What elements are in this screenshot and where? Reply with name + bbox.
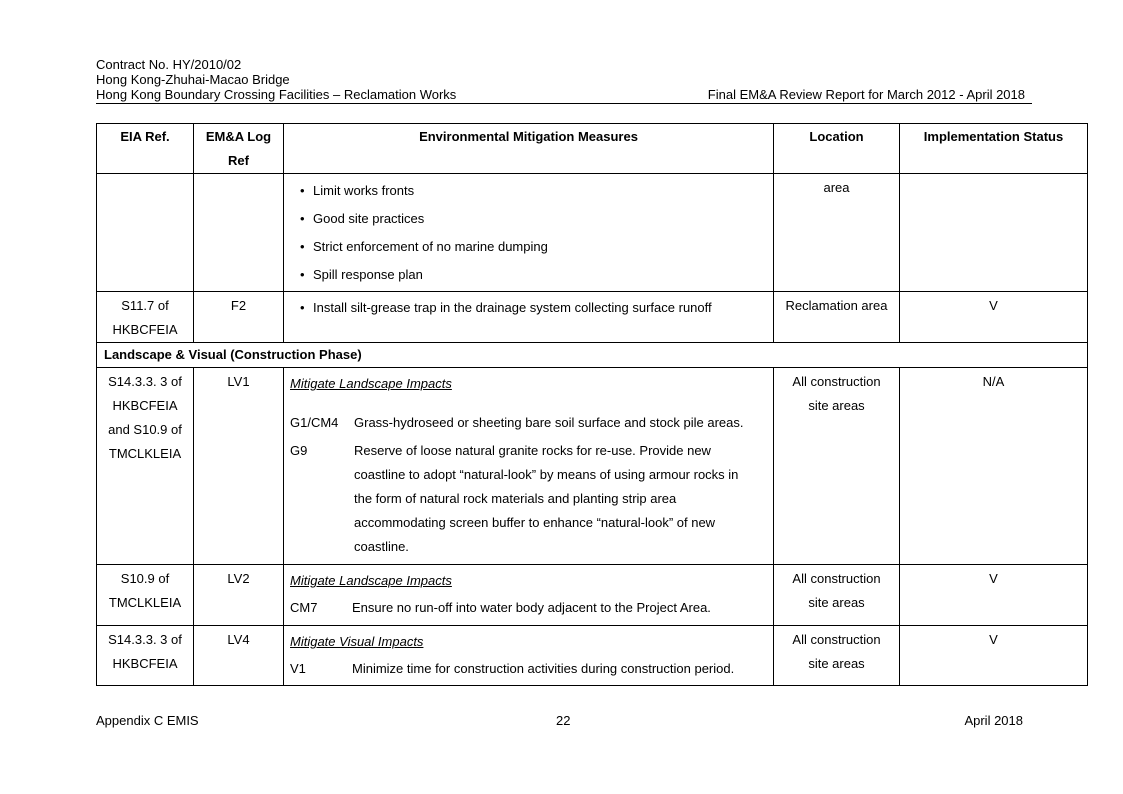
status-cell	[900, 174, 1088, 292]
table-row	[97, 292, 1088, 343]
measure-code: G1/CM4	[290, 415, 339, 430]
status-cell: V	[900, 292, 1088, 343]
header-divider	[96, 103, 1032, 104]
eia-ref-cell: S10.9 of TMCLKLEIA	[97, 565, 194, 626]
measure-text: Ensure no run-off into water body adjacent to the Project Area.	[352, 600, 711, 615]
location-cell: All construction site areas	[774, 626, 900, 686]
mitigation-title: Mitigate Visual Impacts	[290, 634, 424, 649]
measures-bullet-list	[284, 174, 773, 291]
list-item: • Strict enforcement of no marine dumping	[300, 233, 773, 261]
location-cell: Reclamation area	[774, 292, 900, 343]
column-header-location: Location	[774, 124, 900, 174]
status-cell: V	[900, 565, 1088, 626]
table-row	[97, 565, 1088, 626]
section-header-row	[97, 343, 1088, 368]
log-ref-cell: LV4	[194, 626, 284, 686]
measure-code: CM7	[290, 600, 318, 615]
status-cell: N/A	[900, 368, 1088, 565]
measure-item	[290, 411, 767, 435]
header-report-title: Final EM&A Review Report for March 2012 - April 2018	[707, 87, 1025, 102]
measures-cell	[284, 174, 774, 292]
section-title: Landscape & Visual (Construction Phase)	[97, 343, 1088, 368]
footer-page-number: 22	[556, 713, 571, 728]
column-header-eia-ref: EIA Ref.	[97, 124, 194, 174]
measures-cell	[284, 565, 774, 626]
measure-item	[290, 657, 767, 681]
measure-text: Minimize time for construction activities during construction period.	[352, 661, 735, 676]
header-facilities: Hong Kong Boundary Crossing Facilities – Reclamation Works	[96, 87, 457, 102]
log-ref-cell: LV2	[194, 565, 284, 626]
column-header-log-ref: EM&A Log Ref	[194, 124, 284, 174]
list-item: • Limit works fronts	[300, 177, 773, 205]
location-cell: area	[774, 174, 900, 292]
eia-ref-cell: S14.3.3. 3 of HKBCFEIA	[97, 626, 194, 686]
table-row	[97, 368, 1088, 565]
mitigation-title: Mitigate Landscape Impacts	[290, 573, 452, 588]
log-ref-cell: F2	[194, 292, 284, 343]
eia-ref-cell: S11.7 of HKBCFEIA	[97, 292, 194, 343]
measure-code: G9	[290, 443, 308, 458]
status-cell: V	[900, 626, 1088, 686]
mitigation-title: Mitigate Landscape Impacts	[290, 376, 452, 391]
measure-item	[290, 439, 767, 559]
column-header-measures: Environmental Mitigation Measures	[284, 124, 774, 174]
eia-ref-cell: S14.3.3. 3 of HKBCFEIA and S10.9 of TMCLKLEIA	[97, 368, 194, 565]
table-row	[97, 174, 1088, 292]
eia-ref-cell	[97, 174, 194, 292]
measures-cell	[284, 626, 774, 686]
location-cell: All construction site areas	[774, 368, 900, 565]
log-ref-cell	[194, 174, 284, 292]
measures-bullet-list	[284, 292, 773, 324]
mitigation-measures-table	[96, 123, 1088, 686]
header-contract-no: Contract No. HY/2010/02	[96, 57, 242, 72]
location-cell: All construction site areas	[774, 565, 900, 626]
log-ref-cell: LV1	[194, 368, 284, 565]
measures-cell	[284, 368, 774, 565]
list-item: • Good site practices	[300, 205, 773, 233]
measure-code: V1	[290, 661, 306, 676]
column-header-status: Implementation Status	[900, 124, 1088, 174]
measure-item	[290, 596, 767, 620]
table-header-row	[97, 124, 1088, 174]
header-project-name: Hong Kong-Zhuhai-Macao Bridge	[96, 72, 290, 87]
measures-cell	[284, 292, 774, 343]
footer-date: April 2018	[964, 713, 1023, 728]
measure-text: Reserve of loose natural granite rocks for re-use. Provide new coastline to adopt “natural-look” by means of using armour rocks in the form of natural rock materials and planting strip area accommodating screen buffer to enhance “natural-look” of new coastline.	[354, 443, 739, 554]
list-item: • Install silt-grease trap in the drainage system collecting surface runoff	[300, 294, 773, 322]
measure-text: Grass-hydroseed or sheeting bare soil surface and stock pile areas.	[354, 415, 744, 430]
table-row	[97, 626, 1088, 686]
footer-appendix: Appendix C EMIS	[96, 713, 199, 728]
list-item: • Spill response plan	[300, 261, 773, 289]
